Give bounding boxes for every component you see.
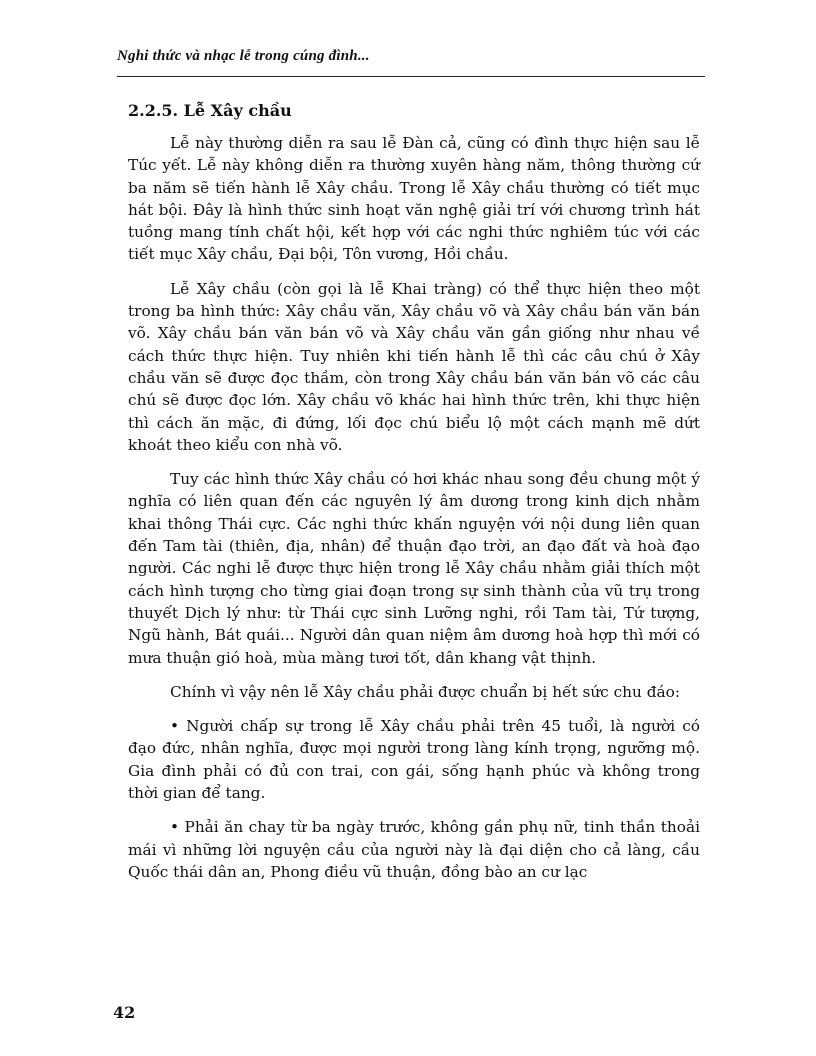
paragraph: Lễ này thường diễn ra sau lễ Đàn cả, cũng có đình thực hiện sau lễ Túc yết. Lễ này không diễn ra thường xuyên hàng năm, thông thường cứ ba năm sẽ tiến hành lễ Xây chầu. Trong lễ Xây chầu thường có tiết mục hát bội. Đây là hình thức sinh hoạt văn nghệ giải trí với chương trình hát tuồng mang tính chất hội, kết hợp với các nghi thức nghiêm túc với các tiết mục Xây chầu, Đại bội, Tôn vương, Hồi chầu. [128,134,700,264]
bullet-item: • Người chấp sự trong lễ Xây chầu phải trên 45 tuổi, là người có đạo đức, nhân nghĩa, được mọi người trong làng kính trọng, ngưỡng mộ. Gia đình phải có đủ con trai, con gái, sống hạnh phúc và không trong thời gian để tang. [128,717,700,803]
paragraph: Chính vì vậy nên lễ Xây chầu phải được chuẩn bị hết sức chu đáo: [170,682,681,701]
paragraph: Tuy các hình thức Xây chầu có hơi khác nhau song đều chung một ý nghĩa có liên quan đến các nguyên lý âm dương trong kinh dịch nhằm khai thông Thái cực. Các nghi thức khấn nguyện với nội dung liên quan đến Tam tài (thiên, địa, nhân) để thuận đạo trời, an đạo đất và hoà đạo người. Các nghi lễ được thực hiện trong lễ Xây chầu nhằm giải thích một cách hình tượng cho từng giai đoạn trong sự sinh thành của vũ trụ trong thuyết Dịch lý như: từ Thái cực sinh Lưỡng nghi, rồi Tam tài, Tứ tượng, Ngũ hành, Bát quái... Người dân quan niệm âm dương hoà hợp thì mới có mưa thuận gió hoà, mùa màng tươi tốt, dân khang vật thịnh. [128,470,700,667]
bullet-item: • Phải ăn chay từ ba ngày trước, không gần phụ nữ, tinh thần thoải mái vì những lời nguyện cầu của người này là đại diện cho cả làng, cầu Quốc thái dân an, Phong điều vũ thuận, đồng bào an cư lạc [128,818,700,881]
header-rule [117,76,705,77]
section-title: 2.2.5. Lễ Xây chầu [128,101,292,120]
paragraph: Lễ Xây chầu (còn gọi là lễ Khai tràng) có thể thực hiện theo một trong ba hình thức: Xây chầu văn, Xây chầu võ và Xây chầu bán văn bán võ. Xây chầu bán văn bán võ và Xây chầu văn gần giống như nhau về cách thức thực hiện. Tuy nhiên khi tiến hành lễ thì các câu chú ở Xây chầu văn sẽ được đọc thầm, còn trong Xây chầu bán văn bán võ các câu chú sẽ được đọc lớn. Xây chầu võ khác hai hình thức trên, khi thực hiện thì cách ăn mặc, đi đứng, lối đọc chú biểu lộ một cách mạnh mẽ dứt khoát theo kiểu con nhà võ. [128,279,700,454]
running-header: Nghi thức và nhạc lễ trong cúng đình... [117,48,370,64]
page-number: 42 [113,1003,136,1022]
body-text [128,132,700,895]
